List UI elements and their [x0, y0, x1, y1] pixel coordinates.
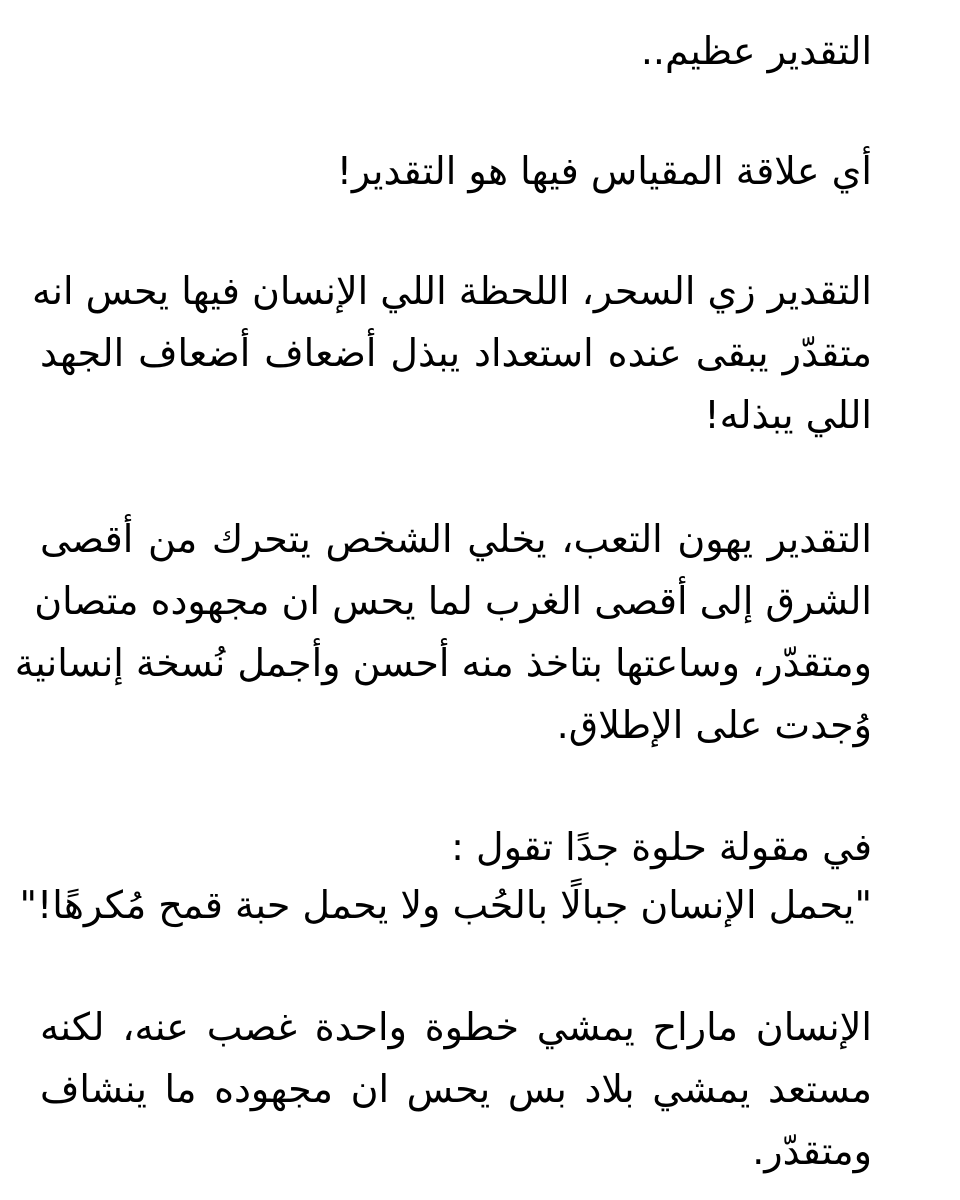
text-line-8: ومتقدّر، وساعتها بتاخذ منه أحسن وأجمل نُسخة إنسانية	[14, 641, 872, 685]
text-line-5: اللي يبذله!	[704, 393, 872, 437]
text-line-2: أي علاقة المقياس فيها هو التقدير!	[336, 149, 872, 193]
text-line-14: ومتقدّر.	[752, 1129, 872, 1173]
text-line-7: الشرق إلى أقصى الغرب لما يحس ان مجهوده متصان	[34, 579, 872, 623]
text-line-10: في مقولة حلوة جدًا تقول :	[451, 825, 872, 869]
quote-line: "يحمل الإنسان جبالًا بالحُب ولا يحمل حبة قمح مُكرهًا!"	[19, 883, 872, 927]
text-line-4: متقدّر يبقى عنده استعداد يبذل أضعاف أضعاف الجهد	[40, 331, 872, 375]
text-line-3: التقدير زي السحر، اللحظة اللي الإنسان فيها يحس انه	[32, 269, 872, 313]
text-line-13: مستعد يمشي بلاد بس يحس ان مجهوده ما ينشاف	[40, 1067, 872, 1111]
text-line-9: وُجدت على الإطلاق.	[556, 703, 872, 747]
text-line-1: التقدير عظيم..	[640, 29, 872, 73]
text-line-6: التقدير يهون التعب، يخلي الشخص يتحرك من أقصى	[40, 517, 872, 561]
text-line-12: الإنسان ماراح يمشي خطوة واحدة غصب عنه، لكنه	[40, 1005, 872, 1049]
